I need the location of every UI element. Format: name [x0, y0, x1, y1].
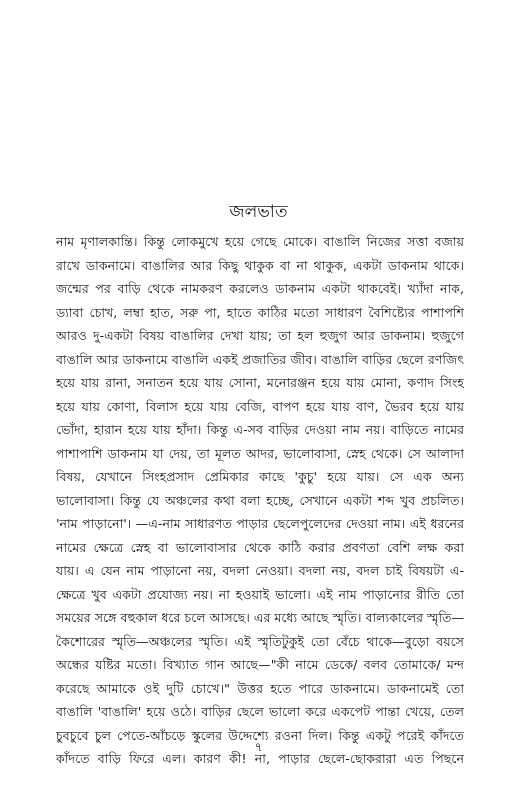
text-line: পাশাপাশি ডাকনাম যা দেয়, তা মূলত আদর, ভালোবাসা, স্নেহ থেকে। সে আলাদা — [56, 445, 464, 461]
text-line: কাঁদতে বাড়ি ফিরে এল। কারণ কী! না, পাড়ার ছেলে-ছোকরারা এত পিছনে — [56, 751, 464, 766]
text-line: সময়ের সঙ্গে বহুকাল ধরে চলে আসছে। এর মধ্যে আছে স্মৃতি। বাল্যকালের স্মৃতি— — [56, 610, 464, 625]
text-line: রাখে ডাকনামে। বাঙালির আর কিছু থাকুক বা না থাকুক, একটা ডাকনাম থাকে। — [56, 257, 464, 273]
text-line: বাঙালি 'বাঙালি' হয়ে ওঠে। বাড়ির ছেলে ভালো করে একপেট পান্তা খেয়ে, তেল — [56, 704, 464, 719]
page-number: ৭ — [254, 740, 263, 754]
text-line: ড্যাবা চোখ, লম্বা হাত, সরু পা, হাতে কাঠির মতো সাধারণ বৈশিষ্ট্যের পাশাপশি — [56, 304, 464, 320]
text-line: 'নাম পাড়ানো'। —এ-নাম সাধারণত পাড়ার ছেলেপুলেদের দেওয়া নাম। এই ধরনের — [56, 516, 464, 531]
text-line: কৈশোরের স্মৃতি—অঞ্চলের স্মৃতি। এই স্মৃতিটুকুই তো বেঁচে থাকে—বুড়ো বয়সে — [56, 633, 464, 649]
text-line: আরও দু-একটা বিষয় বাঙালির দেখা যায়; তা হল হুজুগ আর ডাকনাম। হুজুগে — [56, 328, 464, 343]
text-line: বিষয়, যেখানে সিংহপ্রসাদ প্রেমিকার কাছে 'কুচু' হয়ে যায়। সে এক অন্য — [56, 469, 464, 484]
text-line: চুবচুবে চুল পেতে-আঁচড়ে স্কুলের উদ্দেশ্যে রওনা দিল। কিন্তু একটু পরেই কাঁদতে — [56, 727, 464, 743]
text-line: যায়। এ যেন নাম পাড়ানো নয়, বদলা নেওয়া। বদলা নয়, বদল চাই বিষয়টা এ- — [56, 563, 464, 578]
text-line: নাম মৃণালকান্তি। কিন্তু লোকমুখে হয়ে গেছে মোকে। বাঙালি নিজের সত্তা বজায় — [56, 234, 464, 249]
text-line: হয়ে যায় রানা, সনাতন হয়ে যায় সোনা, মনোরঞ্জন হয়ে যায় মোনা, কণাদ সিংহ — [56, 375, 464, 390]
text-line: অন্ধের যষ্টির মতো। বিখ্যাত গান আছে—"কী নামে ডেকে/ বলব তোমাকে/ মন্দ — [56, 657, 464, 672]
text-line: বাঙালি আর ডাকনামে বাঙালি একই প্রজাতির জীব। বাঙালি বাড়ির ছেলে রণজিৎ — [56, 351, 464, 367]
chapter-title: জলভাত — [229, 202, 288, 222]
text-line: ক্ষেত্রে খুব একটা প্রযোজ্য নয়। না হওয়াই ভালো। এই নাম পাড়ানোর রীতি তো — [56, 586, 464, 602]
text-line: হয়ে যায় কোণা, বিলাস হয়ে যায় বেজি, বাপণ হয়ে যায় বাণ, ভৈরব হয়ে যায় — [56, 398, 464, 414]
text-line: ভোঁদা, হারান হয়ে যায় হাঁদা। কিন্তু এ-সব বাড়ির দেওয়া নাম নয়। বাড়িতে নামের — [56, 422, 464, 437]
text-line: জন্মের পর বাড়ি থেকে নামকরণ করলেও ডাকনাম একটা থাকবেই। খ্যাঁদা নাক, — [56, 281, 464, 296]
text-line: করেছে আমাকে ওই দুটি চোখে।" উত্তর হতে পারে ডাকনামে। ডাকনামেই তো — [56, 680, 464, 696]
body-text — [56, 230, 464, 771]
text-line: নামের ক্ষেত্রে স্নেহ বা ভালোবাসার থেকে কাঠি করার প্রবণতা বেশি লক্ষ করা — [56, 539, 464, 555]
text-line: ভালোবাসা। কিন্তু যে অঞ্চলের কথা বলা হচ্ছে, সেখানে একটা শব্দ খুব প্রচলিত। — [56, 492, 464, 508]
